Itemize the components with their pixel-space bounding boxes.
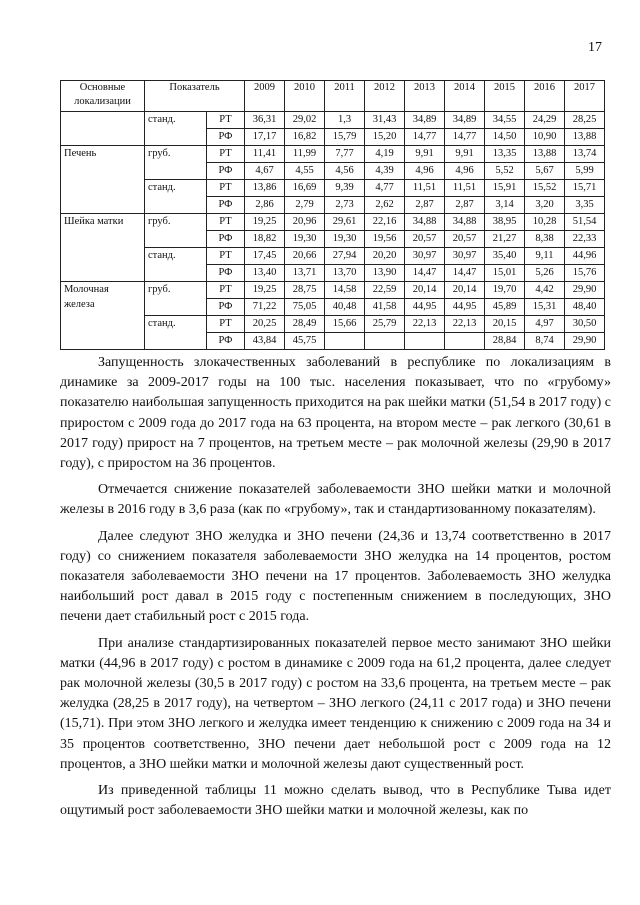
value-cell: 16,69 [285,180,325,197]
localization-name: Молочная железа [61,282,145,350]
value-cell: 8,74 [525,333,565,350]
region-label: РТ [207,180,245,197]
value-cell: 18,82 [245,231,285,248]
header-indicator: Показатель [145,81,245,112]
value-cell: 11,51 [405,180,445,197]
table-row [61,146,605,163]
value-cell: 20,15 [485,316,525,333]
value-cell: 15,01 [485,265,525,282]
value-cell: 7,77 [325,146,365,163]
value-cell: 13,88 [565,129,605,146]
value-cell: 36,31 [245,112,285,129]
region-label: РФ [207,231,245,248]
region-label: РТ [207,282,245,299]
value-cell: 4,55 [285,163,325,180]
value-cell: 2,86 [245,197,285,214]
value-cell: 5,99 [565,163,605,180]
value-cell: 2,62 [365,197,405,214]
value-cell: 19,70 [485,282,525,299]
value-cell: 13,35 [485,146,525,163]
value-cell: 31,43 [365,112,405,129]
value-cell [325,333,365,350]
header-year: 2016 [525,81,565,112]
paragraph: При анализе стандартизированных показателей первое место занимают ЗНО шейки матки (44,96 в 2017 году) с ростом в динамике с 2009 года на 61,2 процента, далее следует рак молочной железы (30,5 в 2017 году) с ростом на 33,6 процента, на третьем месте – рак желудка (28,25 в 2017 году), на четвертом – ЗНО легкого (24,11 с 2017 года) и ЗНО печени (15,71). При этом ЗНО легкого и желудка имеет тенденцию к снижению с 2009 года на 34 и 35 процентов соответственно, ЗНО печени дает небольшой рост с 2009 года на 12 процентов, а ЗНО шейки матки и молочной железы дают существенный рост. [60,635,611,772]
value-cell: 40,48 [325,299,365,316]
value-cell: 13,90 [365,265,405,282]
value-cell: 3,35 [565,197,605,214]
value-cell: 34,89 [445,112,485,129]
value-cell: 24,29 [525,112,565,129]
value-cell: 28,75 [285,282,325,299]
region-label: РФ [207,299,245,316]
value-cell: 15,31 [525,299,565,316]
localization-name: Печень [61,146,145,214]
value-cell: 9,39 [325,180,365,197]
header-year: 2012 [365,81,405,112]
region-label: РФ [207,265,245,282]
value-cell: 20,14 [445,282,485,299]
value-cell: 34,88 [445,214,485,231]
value-cell: 28,49 [285,316,325,333]
value-cell: 29,02 [285,112,325,129]
table-row [61,214,605,231]
region-label: РТ [207,146,245,163]
header-localization: Основные локализации [61,81,145,112]
table-header-row [61,81,605,112]
value-cell: 4,77 [365,180,405,197]
value-cell: 4,97 [525,316,565,333]
value-cell: 19,30 [325,231,365,248]
region-label: РФ [207,129,245,146]
value-cell: 17,17 [245,129,285,146]
value-cell: 20,20 [365,248,405,265]
indicator-type: станд. [145,180,207,214]
header-year: 2010 [285,81,325,112]
value-cell: 13,86 [245,180,285,197]
region-label: РТ [207,248,245,265]
value-cell: 9,11 [525,248,565,265]
value-cell: 22,59 [365,282,405,299]
value-cell: 41,58 [365,299,405,316]
indicator-type: груб. [145,214,207,248]
value-cell: 14,58 [325,282,365,299]
table-row [61,282,605,299]
value-cell: 44,95 [445,299,485,316]
value-cell: 29,61 [325,214,365,231]
value-cell: 30,97 [405,248,445,265]
value-cell: 35,40 [485,248,525,265]
header-year: 2009 [245,81,285,112]
header-year: 2014 [445,81,485,112]
value-cell: 25,79 [365,316,405,333]
value-cell: 13,70 [325,265,365,282]
value-cell: 15,79 [325,129,365,146]
region-label: РТ [207,316,245,333]
value-cell: 13,71 [285,265,325,282]
value-cell: 9,91 [405,146,445,163]
indicator-type: груб. [145,282,207,316]
value-cell: 2,73 [325,197,365,214]
value-cell: 14,47 [405,265,445,282]
value-cell: 14,50 [485,129,525,146]
value-cell: 71,22 [245,299,285,316]
value-cell: 29,90 [565,282,605,299]
value-cell: 22,13 [405,316,445,333]
header-year: 2013 [405,81,445,112]
value-cell: 34,55 [485,112,525,129]
value-cell: 4,67 [245,163,285,180]
value-cell: 13,74 [565,146,605,163]
value-cell: 3,20 [525,197,565,214]
value-cell: 8,38 [525,231,565,248]
value-cell [405,333,445,350]
value-cell: 48,40 [565,299,605,316]
value-cell: 13,88 [525,146,565,163]
value-cell: 10,28 [525,214,565,231]
value-cell: 11,51 [445,180,485,197]
value-cell: 45,75 [285,333,325,350]
value-cell: 10,90 [525,129,565,146]
value-cell: 28,25 [565,112,605,129]
value-cell: 2,79 [285,197,325,214]
value-cell: 4,39 [365,163,405,180]
value-cell: 38,95 [485,214,525,231]
value-cell: 5,52 [485,163,525,180]
value-cell: 15,76 [565,265,605,282]
value-cell: 15,66 [325,316,365,333]
value-cell: 15,52 [525,180,565,197]
value-cell [445,333,485,350]
value-cell: 2,87 [405,197,445,214]
value-cell: 22,13 [445,316,485,333]
value-cell: 20,66 [285,248,325,265]
value-cell: 4,96 [445,163,485,180]
value-cell: 14,47 [445,265,485,282]
value-cell: 9,91 [445,146,485,163]
region-label: РТ [207,112,245,129]
value-cell [365,333,405,350]
value-cell: 44,96 [565,248,605,265]
paragraph: Отмечается снижение показателей заболеваемости ЗНО шейки матки и молочной железы в 2016 году в 3,6 раза (как по «грубому», так и стандартизованному показателям). [60,482,611,518]
header-year: 2015 [485,81,525,112]
value-cell: 11,99 [285,146,325,163]
value-cell: 14,77 [445,129,485,146]
value-cell: 19,25 [245,282,285,299]
value-cell: 28,84 [485,333,525,350]
value-cell: 17,45 [245,248,285,265]
value-cell: 45,89 [485,299,525,316]
value-cell: 15,91 [485,180,525,197]
value-cell: 20,96 [285,214,325,231]
value-cell: 4,19 [365,146,405,163]
value-cell: 44,95 [405,299,445,316]
value-cell: 16,82 [285,129,325,146]
paragraph: Запущенность злокачественных заболеваний в республике по локализациям в динамике за 2009-2017 годы на 100 тыс. населения показывает, что по «грубому» показателю наибольшая запущенность приходится на рак шейки матки (51,54 в 2017 году) с приростом с 2009 года до 2017 года на 63 процента, на втором месте – рак легкого (30,61 в 2017 году) прирост на 7 процентов, на третьем месте – рак молочной железы (29,90 в 2017 году), с приростом на 36 процентов. [60,355,611,472]
value-cell: 22,16 [365,214,405,231]
value-cell: 4,56 [325,163,365,180]
value-cell: 19,25 [245,214,285,231]
value-cell: 20,57 [405,231,445,248]
table-row [61,112,605,129]
value-cell: 27,94 [325,248,365,265]
indicator-type: груб. [145,146,207,180]
localization-name: Шейка матки [61,214,145,282]
localization-name [61,112,145,146]
body-text [60,353,611,827]
region-label: РФ [207,163,245,180]
indicator-type: станд. [145,248,207,282]
value-cell: 15,20 [365,129,405,146]
value-cell: 4,96 [405,163,445,180]
header-year: 2017 [565,81,605,112]
value-cell: 1,3 [325,112,365,129]
region-label: РТ [207,214,245,231]
value-cell: 14,77 [405,129,445,146]
indicator-type: станд. [145,316,207,350]
paragraph: Далее следуют ЗНО желудка и ЗНО печени (24,36 и 13,74 соответственно в 2017 году) со снижением показателя заболеваемости ЗНО желудка на 14 процентов, ростом показателя заболеваемости ЗНО печени на 17 процентов. Заболеваемость ЗНО желудка наибольший рост давал в 2015 году с постепенным снижением в последующих, ЗНО печени дает стабильный рост с 2015 года. [60,528,611,625]
value-cell: 19,56 [365,231,405,248]
value-cell: 13,40 [245,265,285,282]
value-cell: 5,26 [525,265,565,282]
value-cell: 4,42 [525,282,565,299]
indicator-type: станд. [145,112,207,146]
value-cell: 34,89 [405,112,445,129]
value-cell: 3,14 [485,197,525,214]
region-label: РФ [207,333,245,350]
value-cell: 29,90 [565,333,605,350]
value-cell: 51,54 [565,214,605,231]
paragraph: Из приведенной таблицы 11 можно сделать вывод, что в Республике Тыва идет ощутимый рост заболеваемости ЗНО шейки матки и молочной железы, как по [60,783,611,819]
value-cell: 34,88 [405,214,445,231]
value-cell: 22,33 [565,231,605,248]
value-cell: 19,30 [285,231,325,248]
value-cell: 5,67 [525,163,565,180]
value-cell: 15,71 [565,180,605,197]
value-cell: 43,84 [245,333,285,350]
morbidity-table [60,80,605,350]
value-cell: 11,41 [245,146,285,163]
region-label: РФ [207,197,245,214]
value-cell: 75,05 [285,299,325,316]
page-number: 17 [588,40,602,55]
value-cell: 20,25 [245,316,285,333]
header-year: 2011 [325,81,365,112]
value-cell: 20,14 [405,282,445,299]
value-cell: 2,87 [445,197,485,214]
value-cell: 21,27 [485,231,525,248]
value-cell: 30,97 [445,248,485,265]
value-cell: 30,50 [565,316,605,333]
value-cell: 20,57 [445,231,485,248]
